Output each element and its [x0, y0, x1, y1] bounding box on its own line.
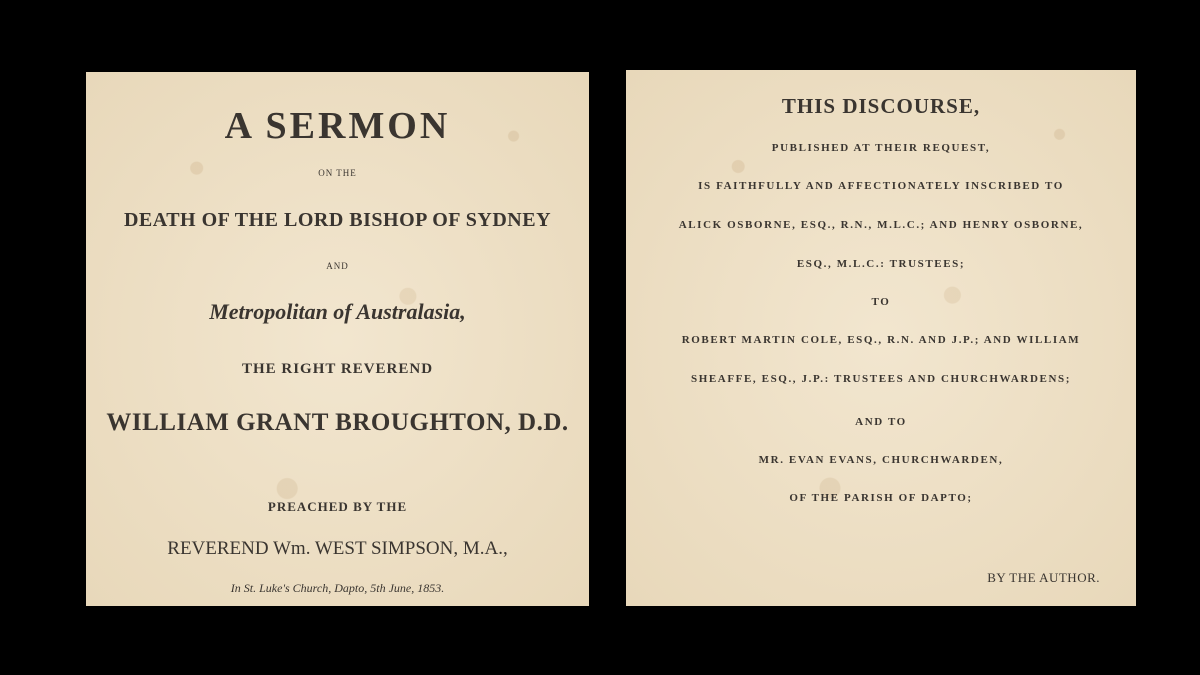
preached-by-line: PREACHED BY THE — [267, 499, 408, 514]
place-date-line: In St. Luke's Church, Dapto, 5th June, 1853. — [230, 581, 445, 595]
and-text: AND — [326, 261, 349, 271]
on-the-text: ON THE — [318, 168, 357, 178]
page-title: A SERMON — [224, 105, 451, 147]
dedication-line: AND TO — [855, 416, 907, 428]
dedication-line: TO — [871, 296, 891, 308]
metropolitan-line: Metropolitan of Australasia, — [209, 299, 466, 324]
right-reverend-line: THE RIGHT REVEREND — [241, 361, 434, 377]
dedication-line: ALICK OSBORNE, ESQ., R.N., M.L.C.; AND HENRY OSBORNE, — [678, 219, 1084, 231]
dedication-line: SHEAFFE, ESQ., J.P.: TRUSTEES AND CHURCHWARDENS; — [691, 373, 1071, 385]
author-signature: BY THE AUTHOR. — [987, 570, 1100, 585]
dedication-line: MR. EVAN EVANS, CHURCHWARDEN, — [758, 454, 1004, 466]
bishop-name: WILLIAM GRANT BROUGHTON, D.D. — [106, 409, 569, 436]
subject-line: DEATH OF THE LORD BISHOP OF SYDNEY — [123, 209, 552, 231]
dedication-line: ESQ., M.L.C.: TRUSTEES; — [796, 258, 966, 270]
dedication-page — [626, 70, 1136, 606]
dedication-line: ROBERT MARTIN COLE, ESQ., R.N. AND J.P.; AND WILLIAM — [681, 334, 1081, 346]
preacher-name: REVEREND Wm. WEST SIMPSON, M.A., — [167, 538, 508, 559]
dedication-line: OF THE PARISH OF DAPTO; — [789, 492, 973, 504]
dedication-line: IS FAITHFULLY AND AFFECTIONATELY INSCRIBED TO — [698, 180, 1064, 192]
dedication-line: PUBLISHED AT THEIR REQUEST, — [771, 142, 991, 154]
dedication-heading: THIS DISCOURSE, — [781, 94, 981, 118]
sermon-title-page — [86, 72, 589, 606]
